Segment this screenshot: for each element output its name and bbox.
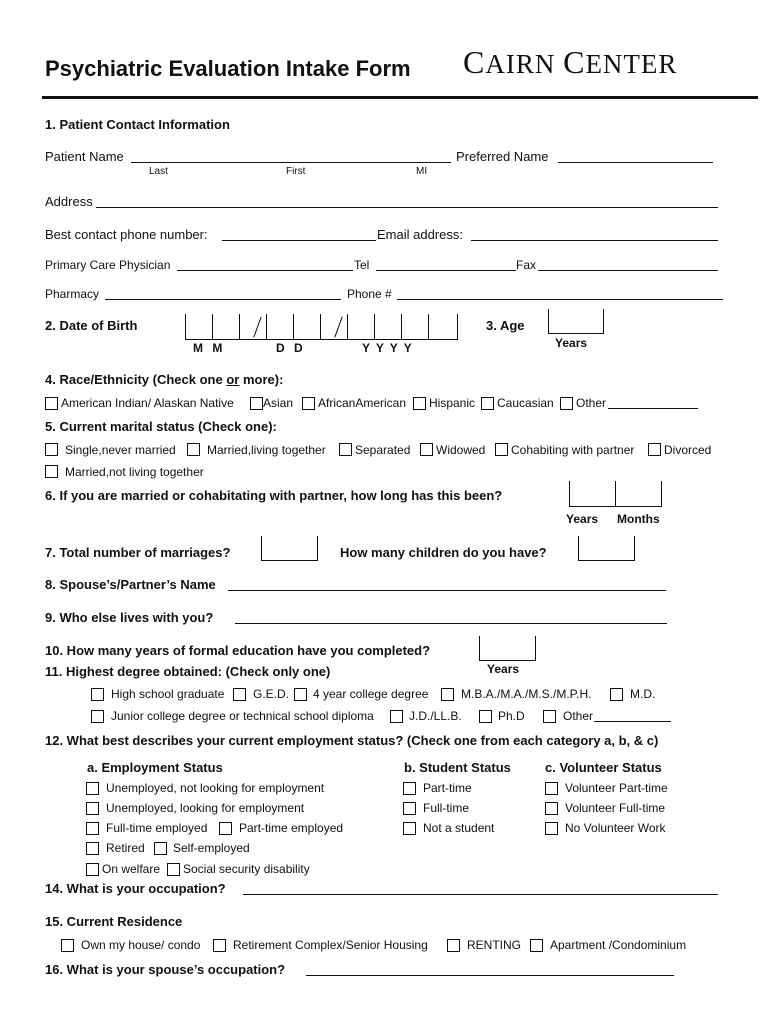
residence-option-renting: RENTING (467, 938, 521, 952)
employment-option-unemployed-not-looking: Unemployed, not looking for employment (106, 781, 325, 795)
education-years-label: 10. How many years of formal education have you completed? (45, 643, 431, 658)
pharmacy-phone-label: Phone # (347, 287, 392, 301)
age-years-hint: Years (555, 336, 588, 350)
employment-checkbox-retired[interactable] (86, 842, 99, 855)
occupation-label: 14. What is your occupation? (45, 881, 226, 896)
marital-option-married-apart: Married,not living together (65, 465, 204, 479)
race-option-other: Other (576, 396, 607, 410)
marital-option-widowed: Widowed (436, 443, 486, 457)
student-option-part-time: Part-time (423, 781, 472, 795)
degree-option-md: M.D. (630, 687, 656, 701)
student-checkbox-part-time[interactable] (403, 782, 416, 795)
marital-option-separated: Separated (355, 443, 411, 457)
marital-option-married-together: Married,living together (207, 443, 326, 457)
degree-option-other: Other (563, 709, 594, 723)
employment-checkbox-self-employed[interactable] (154, 842, 167, 855)
marital-option-cohabiting: Cohabiting with partner (511, 443, 635, 457)
marital-checkbox-married-apart[interactable] (45, 465, 58, 478)
address-field[interactable] (96, 207, 718, 208)
residence-option-own: Own my house/ condo (81, 938, 201, 952)
degree-option-phd: Ph.D (498, 709, 525, 723)
degree-option-masters: M.B.A./M.A./M.S./M.P.H. (461, 687, 592, 701)
age-label: 3. Age (486, 318, 525, 333)
degree-option-4yr: 4 year college degree (313, 687, 429, 701)
marital-checkbox-married-together[interactable] (187, 443, 200, 456)
employment-checkbox-welfare[interactable] (86, 863, 99, 876)
race-checkbox-other[interactable] (560, 397, 573, 410)
race-checkbox-caucasian[interactable] (481, 397, 494, 410)
fax-label: Fax (516, 258, 537, 272)
section-1-heading: 1. Patient Contact Information (45, 117, 230, 132)
preferred-name-field[interactable] (558, 162, 713, 163)
preferred-name-label: Preferred Name (456, 149, 549, 164)
degree-option-high-school: High school graduate (111, 687, 225, 701)
employment-label: 12. What best describes your current employment status? (Check one from each category a, b, & c) (45, 733, 659, 748)
race-other-field[interactable] (608, 408, 698, 409)
residence-option-retirement: Retirement Complex/Senior Housing (233, 938, 428, 952)
children-box[interactable] (578, 536, 635, 561)
degree-option-junior-college: Junior college degree or technical school diploma (111, 709, 374, 723)
employment-option-self-employed: Self-employed (173, 841, 250, 855)
dob-month-hint: M M (193, 341, 223, 355)
student-option-full-time: Full-time (423, 801, 470, 815)
degree-checkbox-4yr[interactable] (294, 688, 307, 701)
marital-checkbox-separated[interactable] (339, 443, 352, 456)
marriages-label: 7. Total number of marriages? (45, 545, 231, 560)
residence-checkbox-apartment[interactable] (530, 939, 543, 952)
employment-checkbox-unemployed-not-looking[interactable] (86, 782, 99, 795)
race-checkbox-american-indian[interactable] (45, 397, 58, 410)
spouse-name-field[interactable] (228, 590, 666, 591)
volunteer-option-part-time: Volunteer Part-time (565, 781, 668, 795)
marriages-box[interactable] (261, 536, 318, 561)
volunteer-option-none: No Volunteer Work (565, 821, 666, 835)
degree-option-jd: J.D./LL.B. (409, 709, 462, 723)
student-option-not-student: Not a student (423, 821, 495, 835)
race-option-asian: Asian (263, 396, 294, 410)
pcp-field[interactable] (177, 270, 353, 271)
employment-heading: a. Employment Status (87, 760, 223, 775)
volunteer-heading: c. Volunteer Status (545, 760, 662, 775)
student-checkbox-not-student[interactable] (403, 822, 416, 835)
employment-option-full-time: Full-time employed (106, 821, 208, 835)
employment-checkbox-full-time[interactable] (86, 822, 99, 835)
residence-checkbox-renting[interactable] (447, 939, 460, 952)
employment-option-welfare: On welfare (102, 862, 161, 876)
email-field[interactable] (471, 240, 718, 241)
race-option-african-american: AfricanAmerican (318, 396, 407, 410)
degree-other-field[interactable] (594, 721, 671, 722)
tel-label: Tel (354, 258, 370, 272)
relationship-months-hint: Months (617, 512, 660, 526)
dob-day-hint: D D (276, 341, 303, 355)
education-years-box[interactable] (479, 636, 536, 661)
phone-field[interactable] (222, 240, 376, 241)
pharmacy-field[interactable] (105, 299, 341, 300)
residence-option-apartment: Apartment /Condominium (550, 938, 687, 952)
student-checkbox-full-time[interactable] (403, 802, 416, 815)
degree-checkbox-md[interactable] (610, 688, 623, 701)
marital-checkbox-cohabiting[interactable] (495, 443, 508, 456)
marital-checkbox-widowed[interactable] (420, 443, 433, 456)
email-label: Email address: (377, 227, 463, 242)
education-years-hint: Years (487, 662, 520, 676)
patient-name-label: Patient Name (45, 149, 124, 164)
student-heading: b. Student Status (404, 760, 511, 775)
degree-checkbox-jd[interactable] (390, 710, 403, 723)
first-name-hint: First (286, 166, 306, 177)
employment-checkbox-part-time[interactable] (219, 822, 232, 835)
volunteer-checkbox-part-time[interactable] (545, 782, 558, 795)
degree-checkbox-masters[interactable] (441, 688, 454, 701)
pcp-label: Primary Care Physician (45, 258, 171, 272)
volunteer-option-full-time: Volunteer Full-time (565, 801, 666, 815)
employment-checkbox-unemployed-looking[interactable] (86, 802, 99, 815)
occupation-field[interactable] (243, 894, 718, 895)
pharmacy-phone-field[interactable] (397, 299, 723, 300)
fax-field[interactable] (538, 270, 718, 271)
residence-checkbox-own[interactable] (61, 939, 74, 952)
last-name-hint: Last (149, 166, 168, 177)
children-label: How many children do you have? (340, 545, 547, 560)
dob-year-hint: Y Y Y Y (362, 341, 412, 355)
marital-option-divorced: Divorced (664, 443, 712, 457)
spouse-name-label: 8. Spouse’s/Partner’s Name (45, 577, 216, 592)
relationship-duration-label: 6. If you are married or cohabitating with partner, how long has this been? (45, 488, 503, 503)
household-field[interactable] (235, 623, 667, 624)
degree-checkbox-high-school[interactable] (91, 688, 104, 701)
employment-checkbox-ssd[interactable] (167, 863, 180, 876)
age-box[interactable] (548, 309, 604, 334)
spouse-occupation-label: 16. What is your spouse’s occupation? (45, 962, 286, 977)
employment-option-unemployed-looking: Unemployed, looking for employment (106, 801, 305, 815)
employment-option-retired: Retired (106, 841, 145, 855)
relationship-years-hint: Years (566, 512, 599, 526)
household-label: 9. Who else lives with you? (45, 610, 214, 625)
header-divider (42, 96, 758, 99)
address-label: Address (45, 194, 93, 209)
degree-option-ged: G.E.D. (253, 687, 290, 701)
race-option-hispanic: Hispanic (429, 396, 476, 410)
employment-option-part-time: Part-time employed (239, 821, 344, 835)
degree-checkbox-ged[interactable] (233, 688, 246, 701)
degree-label: 11. Highest degree obtained: (Check only one) (45, 664, 331, 679)
phone-label: Best contact phone number: (45, 227, 208, 242)
middle-initial-hint: MI (416, 166, 428, 177)
degree-checkbox-other[interactable] (543, 710, 556, 723)
tel-field[interactable] (376, 270, 516, 271)
marital-checkbox-single[interactable] (45, 443, 58, 456)
employment-option-ssd: Social security disability (183, 862, 310, 876)
race-option-caucasian: Caucasian (497, 396, 554, 410)
page-title: Psychiatric Evaluation Intake Form (45, 56, 411, 81)
residence-label: 15. Current Residence (45, 914, 183, 929)
race-checkbox-asian[interactable] (250, 397, 263, 410)
pharmacy-label: Pharmacy (45, 287, 100, 301)
degree-checkbox-junior-college[interactable] (91, 710, 104, 723)
degree-checkbox-phd[interactable] (479, 710, 492, 723)
spouse-occupation-field[interactable] (306, 975, 674, 976)
dob-label: 2. Date of Birth (45, 318, 138, 333)
cairn-center-logo: CAIRN CENTER (463, 44, 678, 80)
relationship-years-box[interactable] (569, 481, 616, 507)
relationship-months-box[interactable] (615, 481, 662, 507)
volunteer-checkbox-none[interactable] (545, 822, 558, 835)
race-label: 4. Race/Ethnicity (Check one or more): (45, 372, 284, 387)
race-option-american-indian: American Indian/ Alaskan Native (61, 396, 234, 410)
marital-checkbox-divorced[interactable] (648, 443, 661, 456)
race-checkbox-african-american[interactable] (302, 397, 315, 410)
volunteer-checkbox-full-time[interactable] (545, 802, 558, 815)
marital-status-label: 5. Current marital status (Check one): (45, 419, 277, 434)
residence-checkbox-retirement[interactable] (213, 939, 226, 952)
patient-name-field[interactable] (131, 162, 451, 163)
marital-option-single: Single,never married (65, 443, 176, 457)
race-checkbox-hispanic[interactable] (413, 397, 426, 410)
